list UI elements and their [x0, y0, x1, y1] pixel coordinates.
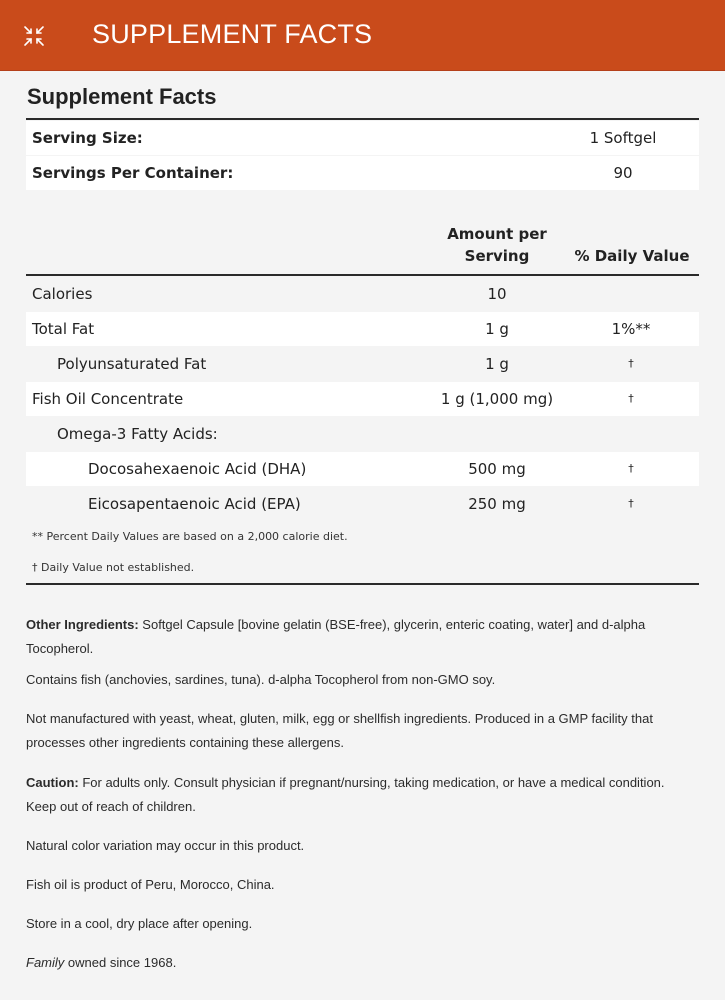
other-ingredients-text: Softgel Capsule [bovine gelatin (BSE-free), glycerin, enteric coating, water] and d-alpha Tocopherol. — [26, 617, 646, 656]
nutrient-daily-value: † — [628, 497, 634, 510]
nutrient-name: Docosahexaenoic Acid (DHA) — [88, 460, 307, 478]
table-row — [26, 487, 699, 521]
table-row — [26, 312, 699, 346]
serving-size-value: 1 Softgel — [589, 129, 657, 147]
serving-size-label: Serving Size: — [32, 129, 143, 147]
servings-per-container-row — [26, 156, 699, 190]
nutrient-daily-value: † — [628, 462, 634, 475]
title-rule — [26, 118, 699, 120]
footnote-not-established: † Daily Value not established. — [32, 561, 195, 574]
nutrient-amount: 250 mg — [468, 495, 526, 513]
nutrient-name: Eicosapentaenoic Acid (EPA) — [88, 495, 301, 513]
nutrient-daily-value: † — [628, 392, 634, 405]
amount-column-header — [412, 223, 582, 267]
nutrient-name: Polyunsaturated Fat — [57, 355, 207, 373]
origin-paragraph: Fish oil is product of Peru, Morocco, China. — [26, 877, 275, 892]
nutrient-amount: 10 — [487, 285, 507, 303]
daily-value-column-header: % Daily Value — [574, 247, 690, 265]
nutrient-daily-value: 1%** — [611, 320, 651, 338]
other-ingredients-paragraph — [26, 613, 698, 661]
family-owned-paragraph — [26, 951, 698, 975]
table-row — [26, 277, 699, 311]
nutrient-amount: 1 g — [485, 355, 509, 373]
family-owned-rest: owned since 1968. — [64, 955, 177, 970]
nutrient-amount: 1 g (1,000 mg) — [440, 390, 554, 408]
table-row — [26, 382, 699, 416]
nutrient-name: Calories — [32, 285, 93, 303]
other-ingredients-label: Other Ingredients: — [26, 617, 139, 632]
facts-title: Supplement Facts — [27, 84, 217, 109]
amount-header-line1: Amount per — [447, 225, 547, 243]
caution-text: For adults only. Consult physician if pregnant/nursing, taking medication, or have a medical condition. Keep out of reach of children. — [26, 775, 665, 814]
nutrient-amount: 1 g — [485, 320, 509, 338]
color-variation-paragraph: Natural color variation may occur in this product. — [26, 838, 305, 853]
allergens-paragraph: Not manufactured with yeast, wheat, gluten, milk, egg or shellfish ingredients. Produced in a GMP facility that processes other ingredients containing these allergens. — [26, 711, 653, 750]
collapse-arrows-icon[interactable] — [22, 24, 46, 48]
footnote-daily-values: ** Percent Daily Values are based on a 2,000 calorie diet. — [32, 530, 348, 543]
header-rule — [26, 274, 699, 276]
nutrient-name: Omega-3 Fatty Acids: — [57, 425, 218, 443]
table-bottom-rule — [26, 583, 699, 585]
nutrient-name: Total Fat — [32, 320, 95, 338]
amount-header-line2: Serving — [464, 247, 530, 265]
contains-paragraph: Contains fish (anchovies, sardines, tuna). d-alpha Tocopherol from non-GMO soy. — [26, 672, 496, 687]
storage-paragraph: Store in a cool, dry place after opening. — [26, 916, 253, 931]
section-header[interactable] — [0, 0, 725, 71]
nutrient-daily-value: † — [628, 357, 634, 370]
table-row — [26, 452, 699, 486]
family-owned-italic: Family — [26, 955, 65, 970]
nutrient-name: Fish Oil Concentrate — [32, 390, 184, 408]
caution-paragraph — [26, 771, 698, 819]
servings-per-container-value: 90 — [613, 164, 633, 182]
header-title: SUPPLEMENT FACTS — [92, 19, 373, 49]
serving-size-row — [26, 121, 699, 155]
nutrient-amount: 500 mg — [468, 460, 526, 478]
table-row — [26, 347, 699, 381]
caution-label: Caution: — [26, 775, 79, 790]
servings-per-container-label: Servings Per Container: — [32, 164, 234, 182]
table-row — [26, 417, 699, 451]
